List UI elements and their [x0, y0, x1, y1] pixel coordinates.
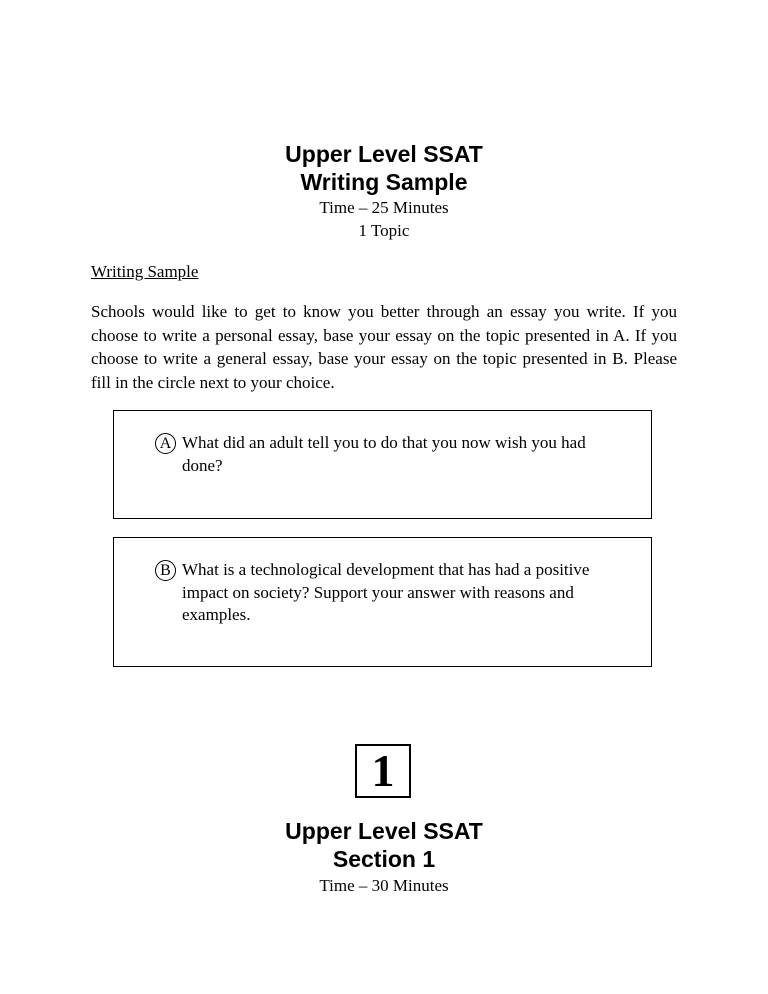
- option-b-box: [113, 537, 652, 667]
- option-a-box: [113, 410, 652, 519]
- writing-sample-label: Writing Sample: [91, 262, 199, 281]
- option-a-text: What did an adult tell you to do that you now wish you had done?: [182, 433, 586, 475]
- option-b: [155, 559, 615, 627]
- section-title-line2: Section 1: [332, 846, 436, 872]
- writing-title-line2: Writing Sample: [300, 169, 468, 195]
- option-b-text: What is a technological development that has had a positive impact on society? Support your answer with reasons and examples.: [182, 560, 590, 624]
- option-a-bubble[interactable]: A: [155, 433, 176, 454]
- section-title-line1: Upper Level SSAT: [285, 818, 483, 844]
- writing-title-line1: Upper Level SSAT: [285, 141, 483, 167]
- writing-time-limit: Time – 25 Minutes: [319, 198, 449, 217]
- option-b-bubble[interactable]: B: [155, 560, 176, 581]
- instructions-paragraph: Schools would like to get to know you better through an essay you write. If you choose to write a personal essay, base your essay on the topic presented in A. If you choose to write a general essay, base your essay on the topic presented in B. Please fill in the circle next to your choice.: [91, 302, 677, 392]
- writing-topic-count: 1 Topic: [358, 221, 410, 240]
- option-a: [155, 432, 615, 477]
- section-time-limit: Time – 30 Minutes: [319, 876, 449, 895]
- section-number-box: 1: [355, 744, 411, 798]
